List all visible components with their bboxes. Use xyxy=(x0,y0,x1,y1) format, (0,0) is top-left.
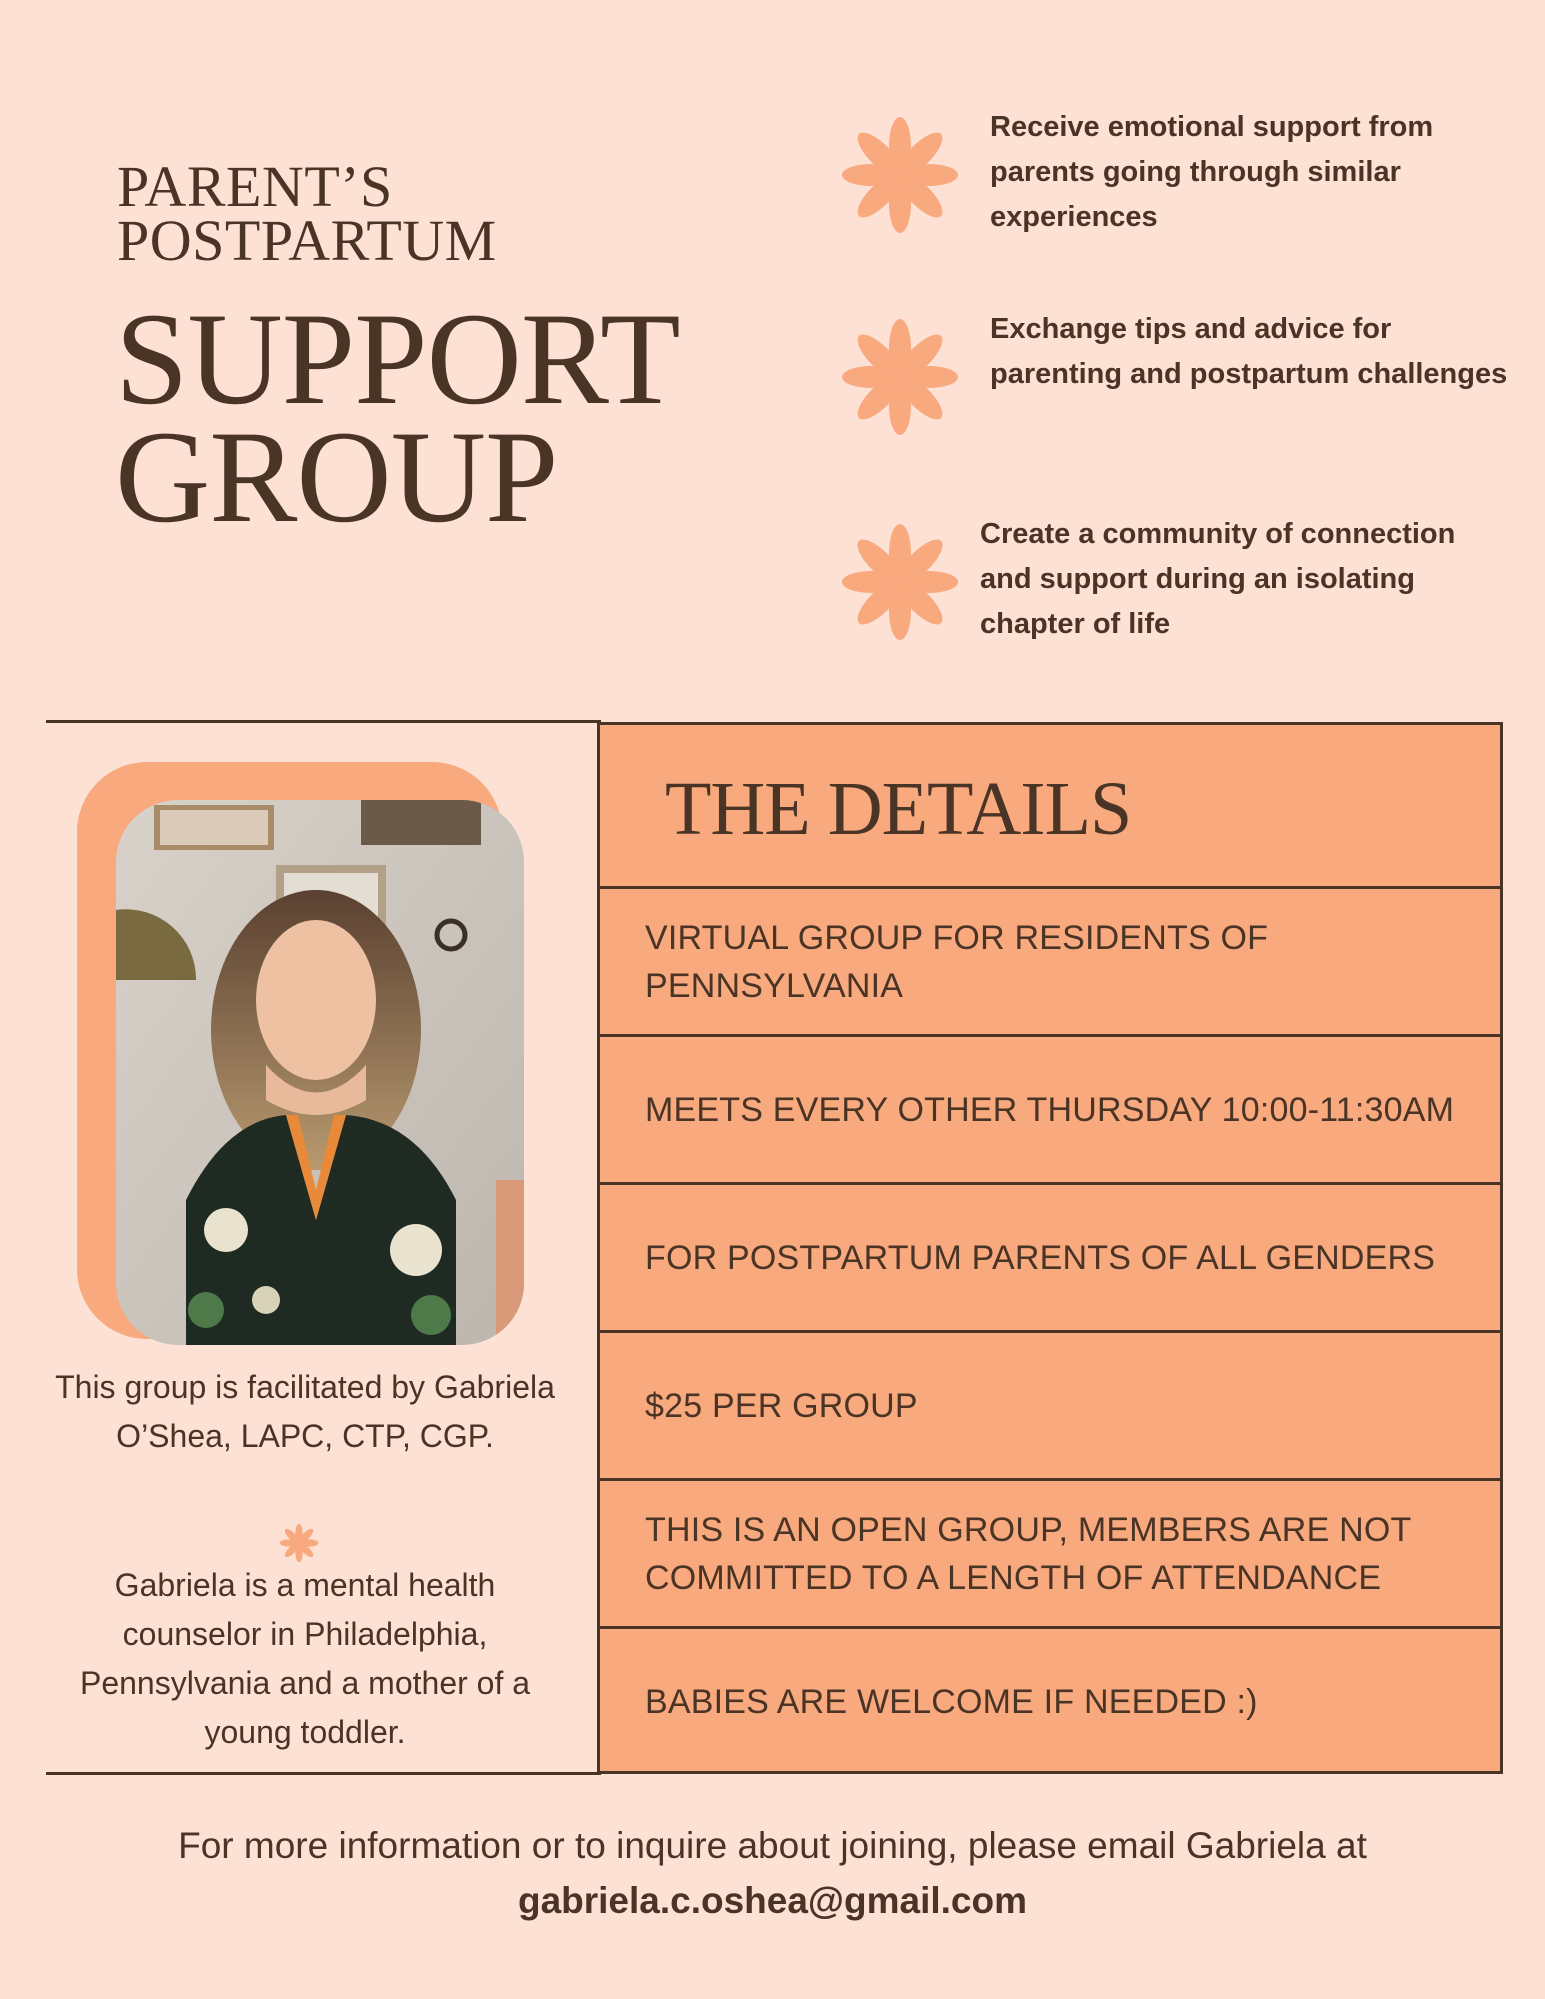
benefit-text: Create a community of connection and support during an isolating chapter of life xyxy=(980,518,1456,640)
details-row xyxy=(597,1629,1503,1774)
flower-icon xyxy=(840,317,960,437)
details-row xyxy=(597,1185,1503,1333)
benefit-item xyxy=(840,307,1520,437)
flower-icon xyxy=(840,115,960,235)
details-row xyxy=(597,889,1503,1037)
details-row xyxy=(597,1481,1503,1629)
flower-icon xyxy=(840,522,960,642)
details-row-text: $25 PER GROUP xyxy=(645,1386,918,1425)
facilitator-photo xyxy=(116,800,524,1345)
flower-icon xyxy=(279,1523,319,1563)
details-row-text: THIS IS AN OPEN GROUP, MEMBERS ARE NOT COMMITTED TO A LENGTH OF ATTENDANCE xyxy=(645,1510,1411,1597)
details-row-text: VIRTUAL GROUP FOR RESIDENTS OF PENNSYLVANIA xyxy=(645,918,1269,1005)
contact-email-link[interactable]: gabriela.c.oshea@gmail.com xyxy=(517,1880,1028,1921)
facilitator-bio: Gabriela is a mental health counselor in Philadelphia, Pennsylvania and a mother of a young toddler. xyxy=(79,1567,531,1750)
frame-bottom-line xyxy=(46,1772,601,1775)
details-row-text: BABIES ARE WELCOME IF NEEDED :) xyxy=(645,1682,1258,1721)
frame-top-line xyxy=(46,720,601,723)
details-row xyxy=(597,1037,1503,1185)
benefit-text: Receive emotional support from parents going through similar experiences xyxy=(990,111,1434,233)
details-title: THE DETAILS xyxy=(665,767,1132,851)
benefit-text: Exchange tips and advice for parenting and postpartum challenges xyxy=(990,313,1508,390)
facilitator-intro: This group is facilitated by Gabriela O’Shea, LAPC, CTP, CGP. xyxy=(55,1369,555,1454)
benefit-item xyxy=(840,105,1520,235)
details-header xyxy=(597,722,1503,889)
benefit-item xyxy=(840,512,1520,642)
page-title: SUPPORT GROUP xyxy=(115,285,680,550)
details-row-text: MEETS EVERY OTHER THURSDAY 10:00-11:30AM xyxy=(645,1090,1455,1129)
footer-text: For more information or to inquire about joining, please email Gabriela at xyxy=(178,1825,1367,1866)
details-row xyxy=(597,1333,1503,1481)
subtitle: PARENT’S POSTPARTUM xyxy=(117,154,497,273)
details-row-text: FOR POSTPARTUM PARENTS OF ALL GENDERS xyxy=(645,1238,1436,1277)
